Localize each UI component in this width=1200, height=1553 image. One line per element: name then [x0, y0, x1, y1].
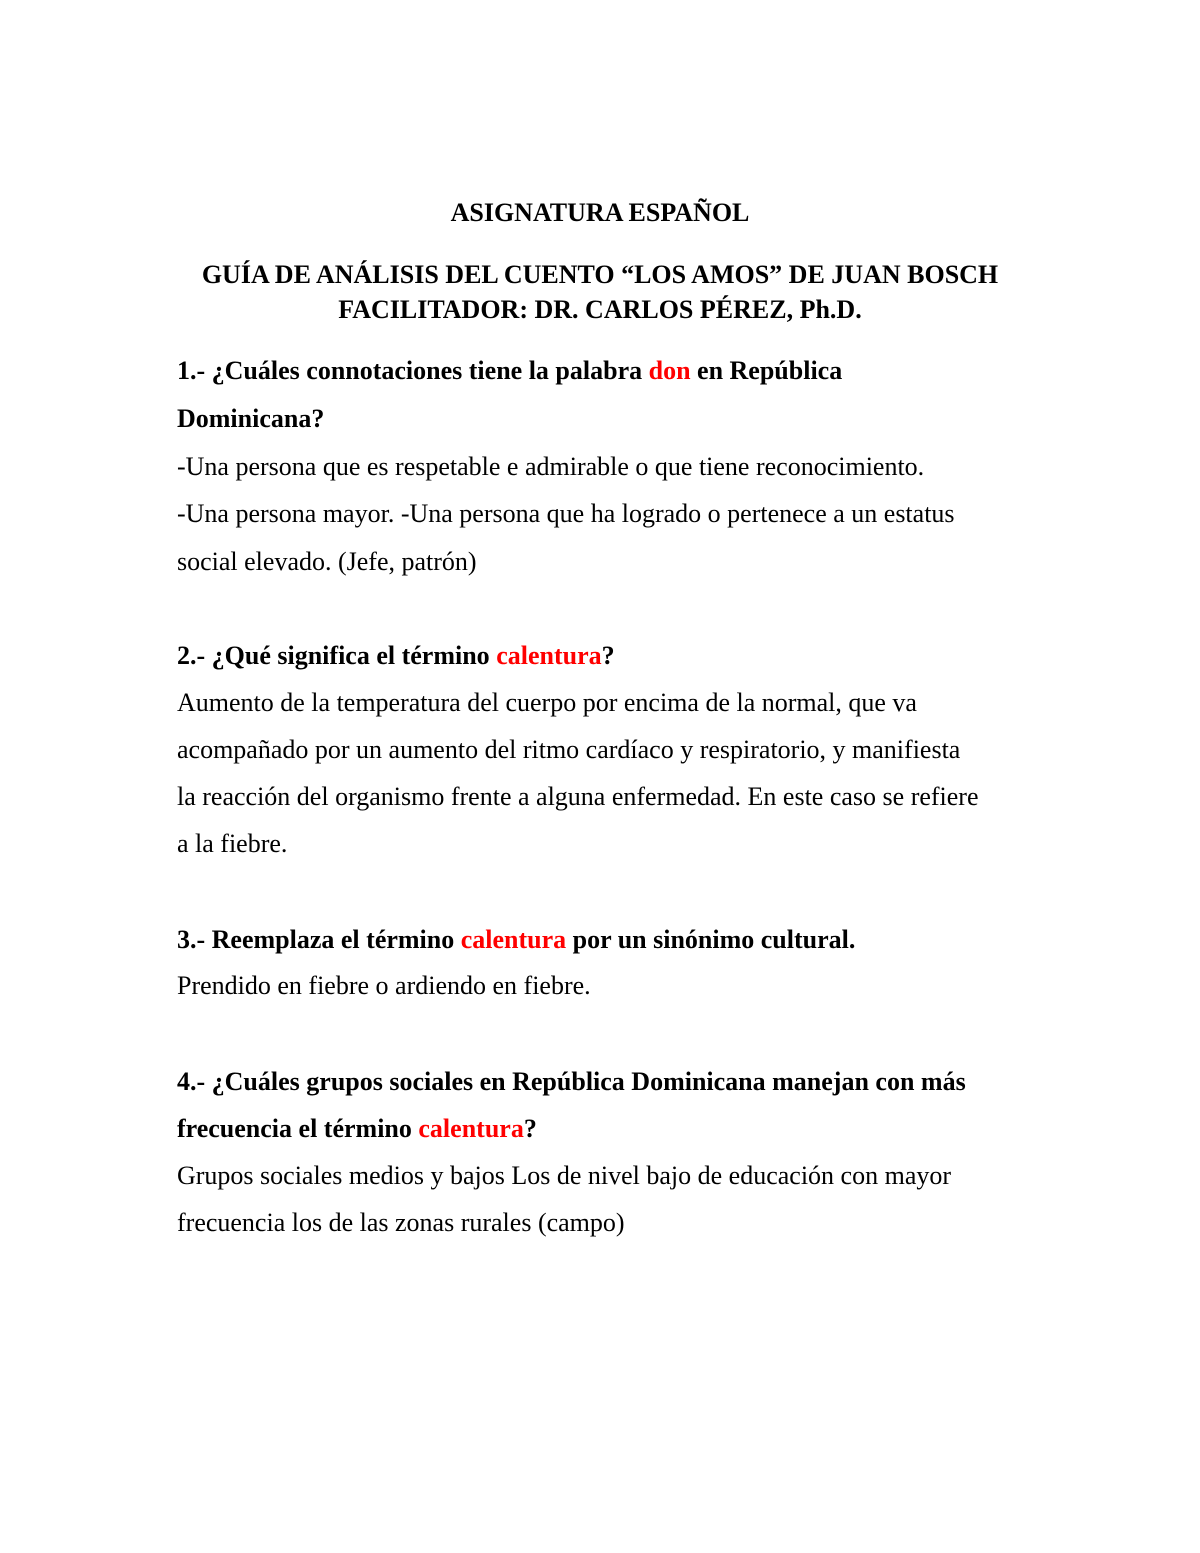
- question-2-term: calentura: [496, 641, 602, 670]
- question-4-line-2: [177, 1113, 537, 1145]
- question-3: [177, 924, 855, 956]
- question-2-pre: 2.- ¿Qué significa el término: [177, 641, 497, 670]
- answer-1-line-2: -Una persona mayor. -Una persona que ha logrado o pertenece a un estatus: [177, 499, 955, 528]
- answer-2-line-3: la reacción del organismo frente a alguna enfermedad. En este caso se refiere: [177, 782, 979, 811]
- question-2-post: ?: [601, 641, 615, 670]
- question-3-term: calentura: [460, 925, 567, 954]
- answer-2-line-4: a la fiebre.: [177, 829, 288, 858]
- question-3-pre: 3.- Reemplaza el término: [177, 925, 461, 954]
- question-3-post: por un sinónimo cultural.: [566, 925, 856, 954]
- question-1-line-2: Dominicana?: [177, 404, 325, 433]
- question-1: [177, 355, 842, 387]
- answer-1-line-3: social elevado. (Jefe, patrón): [177, 547, 477, 576]
- question-4-pre: frecuencia el término: [177, 1114, 419, 1143]
- answer-4-line-2: frecuencia los de las zonas rurales (campo): [177, 1208, 625, 1237]
- question-1-post: en República: [690, 356, 843, 385]
- question-1-pre: 1.- ¿Cuáles connotaciones tiene la palabra: [177, 356, 649, 385]
- answer-4-line-1: Grupos sociales medios y bajos Los de nivel bajo de educación con mayor: [177, 1161, 952, 1190]
- question-1-term: don: [648, 356, 691, 385]
- question-4-post: ?: [523, 1114, 537, 1143]
- question-4: 4.- ¿Cuáles grupos sociales en República Dominicana manejan con más: [177, 1067, 966, 1096]
- subject-heading: ASIGNATURA ESPAÑOL: [450, 198, 750, 227]
- question-4-term: calentura: [418, 1114, 524, 1143]
- answer-1-line-1: -Una persona que es respetable e admirable o que tiene reconocimiento.: [177, 452, 925, 481]
- answer-2-line-2: acompañado por un aumento del ritmo cardíaco y respiratorio, y manifiesta: [177, 735, 961, 764]
- question-2: [177, 640, 615, 672]
- answer-2-line-1: Aumento de la temperatura del cuerpo por encima de la normal, que va: [177, 688, 917, 717]
- guide-title: GUÍA DE ANÁLISIS DEL CUENTO “LOS AMOS” DE JUAN BOSCH: [201, 260, 999, 289]
- answer-3-line-1: Prendido en fiebre o ardiendo en fiebre.: [177, 971, 591, 1000]
- facilitator-line: FACILITADOR: DR. CARLOS PÉREZ, Ph.D.: [338, 295, 862, 324]
